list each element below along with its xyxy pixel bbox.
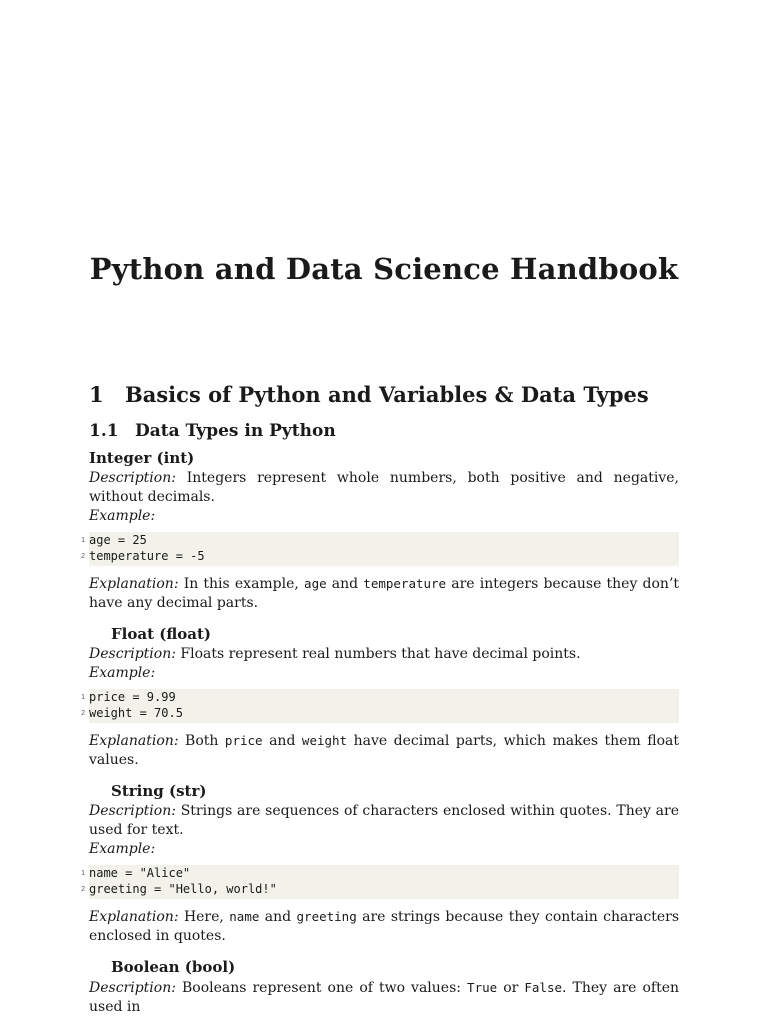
integer-block	[81, 449, 680, 613]
example-label: Example:	[89, 665, 156, 681]
inline-code: price	[224, 733, 263, 748]
explanation-text: Here,	[183, 909, 224, 925]
explanation-text: In this example,	[183, 576, 299, 592]
code-line	[81, 690, 679, 706]
explanation-text: Both	[185, 733, 219, 749]
section-heading	[89, 382, 679, 407]
inline-code: name	[229, 909, 260, 924]
explanation-text: are strings because they contain characters enclosed in quotes.	[89, 909, 680, 944]
float-block	[81, 625, 679, 770]
integer-explanation	[89, 574, 679, 613]
boolean-heading: Boolean (bool)	[111, 958, 236, 976]
code-text: price = 9.99	[89, 690, 176, 704]
float-heading: Float (float)	[111, 625, 211, 643]
inline-code: age	[304, 576, 327, 591]
inline-code: True	[467, 980, 498, 995]
code-text: age = 25	[89, 533, 147, 547]
code-line	[81, 548, 679, 565]
string-block	[81, 782, 680, 946]
code-text: name = "Alice"	[89, 866, 191, 880]
explanation-label: Explanation:	[89, 576, 179, 592]
string-heading: String (str)	[111, 782, 207, 800]
description-label: Description:	[89, 980, 176, 996]
subsection-heading	[89, 421, 679, 441]
description-text: Booleans represent one of two values:	[181, 980, 461, 996]
description-label: Description:	[89, 803, 176, 819]
description-label: Description:	[89, 646, 176, 662]
description-label: Description:	[89, 470, 176, 486]
explanation-text: and	[331, 576, 359, 592]
line-number: 1	[81, 694, 85, 701]
float-explanation	[89, 731, 679, 770]
explanation-text: are integers because they don’t have any decimal parts.	[89, 576, 680, 611]
code-text: temperature = -5	[89, 548, 205, 563]
explanation-label: Explanation:	[89, 909, 179, 925]
document-title: Python and Data Science Handbook	[89, 252, 679, 286]
integer-heading: Integer (int)	[89, 449, 195, 467]
inline-code: temperature	[363, 576, 447, 591]
subsection-title: Data Types in Python	[135, 421, 336, 441]
integer-description-text: Integers represent whole numbers, both positive and negative, without decimals.	[89, 470, 680, 505]
line-number: 1	[81, 537, 85, 544]
section-title: Basics of Python and Variables & Data Types	[125, 382, 649, 407]
inline-code: False	[524, 980, 563, 995]
subsection-number: 1.1	[89, 421, 119, 441]
string-description-text: Strings are sequences of characters enclosed within quotes. They are used for text.	[89, 803, 680, 838]
line-number: 1	[81, 870, 85, 877]
description-text: . They are often used in	[89, 980, 680, 1015]
example-label: Example:	[89, 508, 156, 524]
code-line	[81, 705, 679, 722]
explanation-text: and	[269, 733, 296, 749]
string-explanation	[89, 907, 679, 946]
string-example-label	[89, 840, 679, 859]
integer-code-block	[81, 532, 679, 566]
string-code-block	[81, 865, 679, 899]
boolean-description	[89, 978, 679, 1017]
inline-code: greeting	[296, 909, 357, 924]
code-line	[81, 533, 679, 549]
code-line	[81, 881, 679, 898]
line-number: 2	[81, 552, 85, 560]
explanation-label: Explanation:	[89, 733, 179, 749]
code-text: greeting = "Hello, world!"	[89, 881, 277, 896]
section-number: 1	[89, 382, 104, 407]
code-text: weight = 70.5	[89, 705, 183, 720]
line-number: 2	[81, 709, 85, 717]
float-example-label	[89, 664, 679, 683]
float-description	[89, 645, 679, 664]
description-text: or	[503, 980, 519, 996]
integer-description	[89, 469, 679, 507]
float-description-text: Floats represent real numbers that have decimal points.	[180, 646, 581, 662]
inline-code: weight	[301, 733, 348, 748]
integer-example-label	[89, 507, 679, 526]
boolean-block	[89, 958, 679, 1017]
example-label: Example:	[89, 841, 156, 857]
code-line	[81, 866, 679, 882]
explanation-text: and	[264, 909, 292, 925]
document-content	[81, 382, 680, 1017]
string-description	[89, 802, 679, 840]
float-code-block	[81, 689, 679, 723]
explanation-text: have decimal parts, which makes them float values.	[89, 733, 679, 768]
line-number: 2	[81, 885, 85, 893]
